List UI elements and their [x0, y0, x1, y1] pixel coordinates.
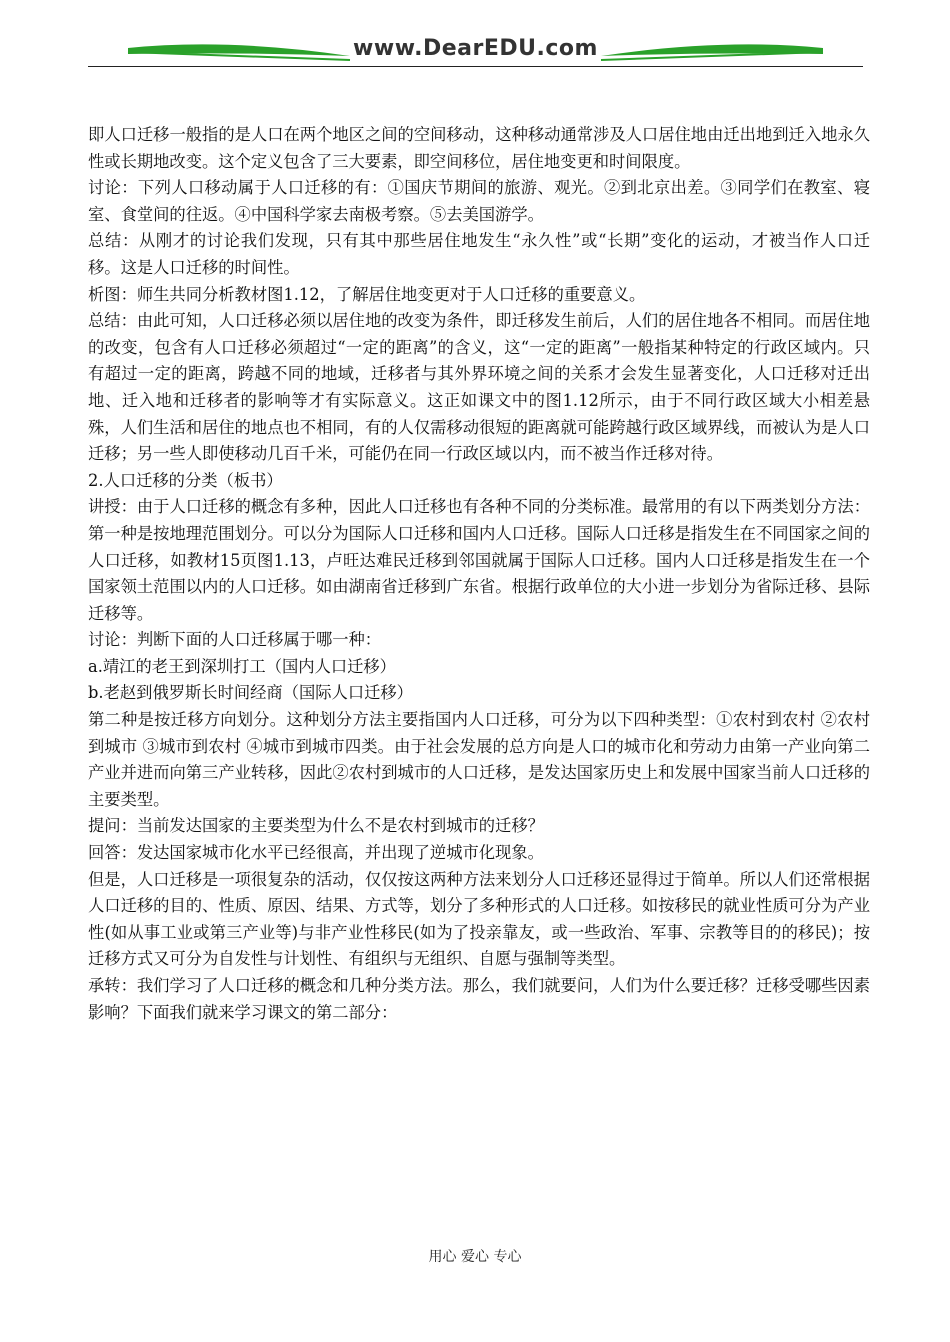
paragraph: 承转：我们学习了人口迁移的概念和几种分类方法。那么，我们就要问，人们为什么要迁移？迁移受哪些因素影响？下面我们就来学习课文的第二部分：: [88, 976, 870, 1022]
paragraph: 总结：由此可知，人口迁移必须以居住地的改变为条件，即迁移发生前后，人们的居住地各不相同。而居住地的改变，包含有人口迁移必须超过“一定的距离”的含义，这“一定的距离”一般指某种特定的行政区域内。只有超过一定的距离，跨越不同的地域，迁移者与其外界环境之间的关系才会发生显著变化，人口迁移对迁出地、迁入地和迁移者的影响等才有实际意义。这正如课文中的图1.12所示，由于不同行政区域大小相差悬殊，人们生活和居住的地点也不相同，有的人仅需移动很短的距离就可能跨越行政区域界线，而被认为是人口迁移；另一些人即使移动几百千米，可能仍在同一行政区域以内，而不被当作迁移对待。: [88, 311, 870, 464]
paragraph: 提问：当前发达国家的主要类型为什么不是农村到城市的迁移？: [88, 816, 544, 836]
list-item: a.靖江的老王到深圳打工（国内人口迁移）: [88, 656, 396, 676]
paragraph: 总结：从刚才的讨论我们发现，只有其中那些居住地发生“永久性”或“长期”变化的运动，才被当作人口迁移。这是人口迁移的时间性。: [88, 231, 870, 277]
paragraph: 讲授：由于人口迁移的概念有多种，因此人口迁移也有各种不同的分类标准。最常用的有以下两类划分方法：第一种是按地理范围划分。可以分为国际人口迁移和国内人口迁移。国际人口迁移是指发生在不同国家之间的人口迁移，如教材15页图1.13，卢旺达难民迁移到邻国就属于国际人口迁移。国内人口迁移是指发生在一个国家领土范围以内的人口迁移。如由湖南省迁移到广东省。根据行政单位的大小进一步划分为省际迁移、县际迁移等。: [88, 497, 870, 623]
paragraph: 回答：发达国家城市化水平已经很高，并出现了逆城市化现象。: [88, 843, 544, 863]
list-item: b.老赵到俄罗斯长时间经商（国际人口迁移）: [88, 683, 413, 703]
site-url: www.DearEDU.com: [353, 36, 598, 61]
document-body: [88, 122, 870, 1026]
paragraph: 第二种是按迁移方向划分。这种划分方法主要指国内人口迁移，可分为以下四种类型：①农村到农村 ②农村到城市 ③城市到农村 ④城市到城市四类。由于社会发展的总方向是人口的城市化和劳动力由第一产业向第二产业并进而向第三产业转移，因此②农村到城市的人口迁移，是发达国家历史上和发展中国家当前人口迁移的主要类型。: [88, 710, 870, 809]
paragraph: 讨论：判断下面的人口迁移属于哪一种：: [88, 630, 382, 650]
header-rule: [88, 66, 863, 67]
page-footer: 用心 爱心 专心: [428, 1249, 522, 1265]
page-header: [88, 30, 863, 70]
paragraph: 析图：师生共同分析教材图1.12，了解居住地变更对于人口迁移的重要意义。: [88, 284, 646, 304]
section-heading: 2.人口迁移的分类（板书）: [88, 470, 283, 490]
paragraph: 但是，人口迁移是一项很复杂的活动，仅仅按这两种方法来划分人口迁移还显得过于简单。所以人们还常根据人口迁移的目的、性质、原因、结果、方式等，划分了多种形式的人口迁移。如按移民的就业性质可分为产业性(如从事工业或第三产业等)与非产业性移民(如为了投亲靠友，或一些政治、军事、宗教等目的的移民)；按迁移方式又可分为自发性与计划性、有组织与无组织、自愿与强制等类型。: [88, 869, 870, 969]
paragraph: 讨论：下列人口移动属于人口迁移的有：①国庆节期间的旅游、观光。②到北京出差。③同学们在教室、寝室、食堂间的往返。④中国科学家去南极考察。⑤去美国游学。: [88, 178, 870, 224]
paragraph: 即人口迁移一般指的是人口在两个地区之间的空间移动，这种移动通常涉及人口居住地由迁出地到迁入地永久性或长期地改变。这个定义包含了三大要素，即空间移位，居住地变更和时间限度。: [88, 125, 870, 171]
